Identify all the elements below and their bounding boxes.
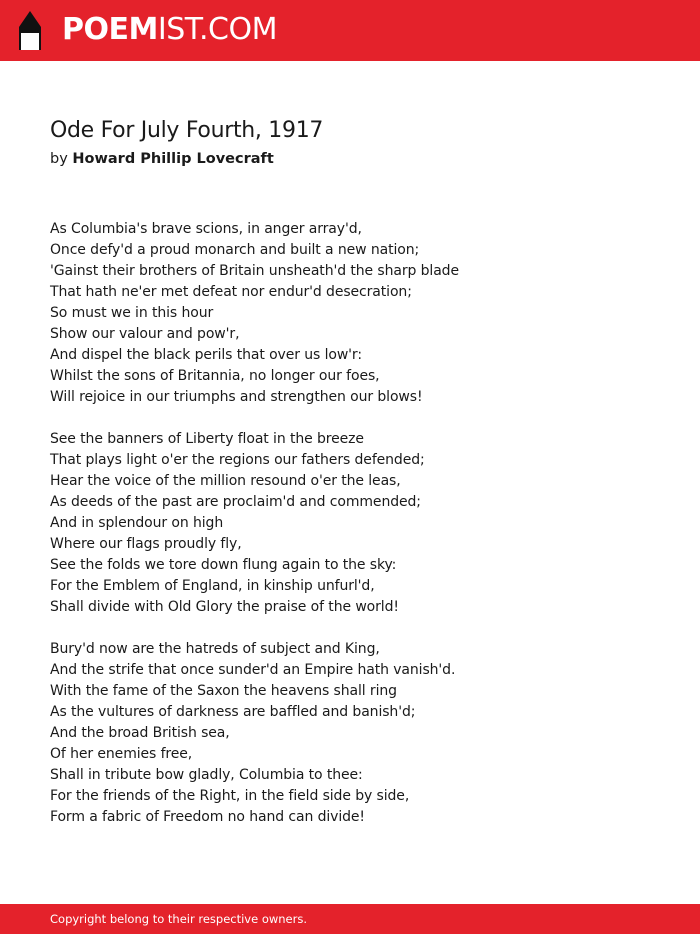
poem-line: That hath ne'er met defeat nor endur'd desecration; <box>50 284 412 300</box>
poem-line: And in splendour on high <box>50 515 224 531</box>
poem-line: 'Gainst their brothers of Britain unsheath'd the sharp blade <box>50 263 459 279</box>
poem-line: Of her enemies free, <box>50 746 193 762</box>
poem-line: As the vultures of darkness are baffled and banish'd; <box>50 704 416 720</box>
stanza-3 <box>50 639 459 828</box>
poem-line: Will rejoice in our triumphs and strengthen our blows! <box>50 389 423 405</box>
poem-line: And the broad British sea, <box>50 725 230 741</box>
poem-line: See the folds we tore down flung again to the sky: <box>50 557 397 573</box>
poem-line: Hear the voice of the million resound o'er the leas, <box>50 473 401 489</box>
logo-light-part: IST.COM <box>157 12 277 47</box>
poem-line: Shall in tribute bow gladly, Columbia to thee: <box>50 767 363 783</box>
stanza-1 <box>50 219 459 408</box>
poem-line: As deeds of the past are proclaim'd and commended; <box>50 494 421 510</box>
poem-line: Shall divide with Old Glory the praise of the world! <box>50 599 399 615</box>
poem-body <box>50 219 459 849</box>
pencil-logo-icon[interactable] <box>17 10 43 51</box>
poem-line: Show our valour and pow'r, <box>50 326 240 342</box>
poem-line: So must we in this hour <box>50 305 214 321</box>
poem-line: With the fame of the Saxon the heavens shall ring <box>50 683 397 699</box>
stanza-2 <box>50 429 459 618</box>
site-footer <box>0 904 700 934</box>
poem-line: Bury'd now are the hatreds of subject and King, <box>50 641 380 657</box>
poem-line: For the Emblem of England, in kinship unfurl'd, <box>50 578 375 594</box>
by-label: by <box>50 151 68 167</box>
poem-line: Form a fabric of Freedom no hand can divide! <box>50 809 365 825</box>
poem-title: Ode For July Fourth, 1917 <box>50 118 324 143</box>
copyright-notice: Copyright belong to their respective owners. <box>50 912 308 926</box>
poem-line: See the banners of Liberty float in the breeze <box>50 431 364 447</box>
site-header <box>0 0 700 61</box>
poem-line: As Columbia's brave scions, in anger array'd, <box>50 221 362 237</box>
poem-author[interactable]: Howard Phillip Lovecraft <box>72 151 274 167</box>
poem-line: And the strife that once sunder'd an Empire hath vanish'd. <box>50 662 456 678</box>
poem-line: And dispel the black perils that over us low'r: <box>50 347 362 363</box>
poem-line: For the friends of the Right, in the field side by side, <box>50 788 410 804</box>
poem-byline <box>50 149 274 169</box>
poem-line: Where our flags proudly fly, <box>50 536 242 552</box>
site-logo-text[interactable] <box>62 12 277 48</box>
poem-line: Once defy'd a proud monarch and built a new nation; <box>50 242 420 258</box>
logo-bold-part: POEM <box>62 12 158 47</box>
poem-line: Whilst the sons of Britannia, no longer our foes, <box>50 368 380 384</box>
poem-line: That plays light o'er the regions our fathers defended; <box>50 452 425 468</box>
